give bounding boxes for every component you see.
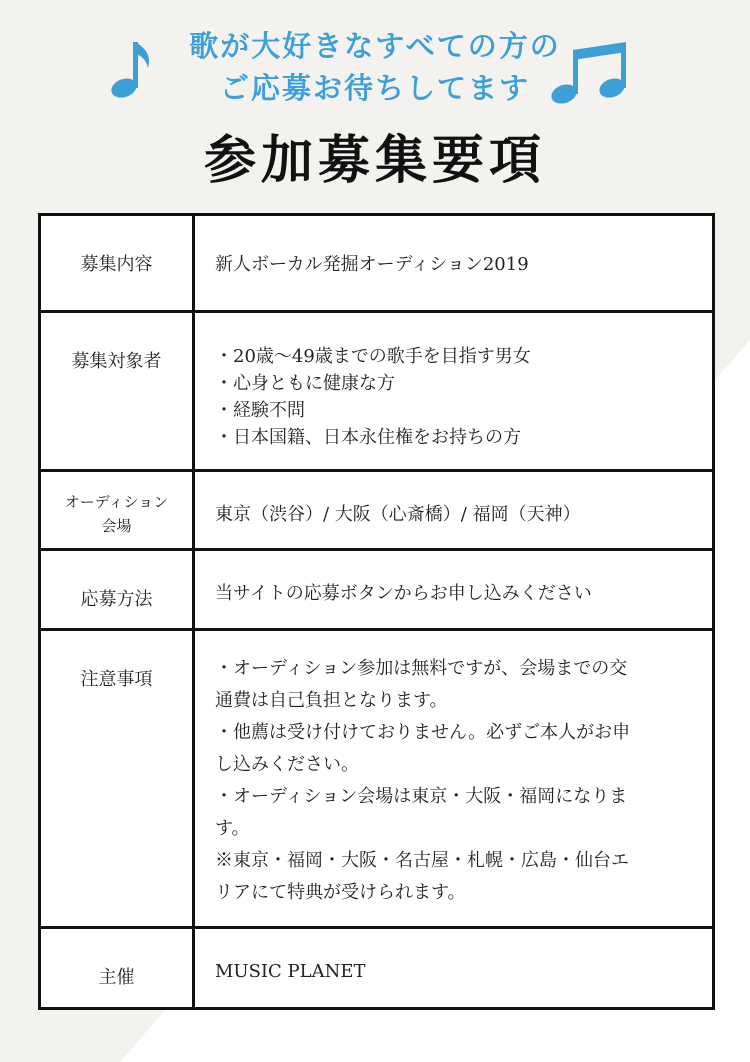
note-line: ・オーディション会場は東京・大阪・福岡になりま	[215, 786, 628, 807]
list-item: ・経験不問	[215, 400, 305, 421]
row-content: 当サイトの応募ボタンからお申し込みください	[215, 583, 592, 604]
row-label: 主催	[41, 929, 195, 1010]
note-line: す。	[215, 818, 250, 839]
tagline-line2: ご応募お待ちしてます	[219, 71, 530, 105]
table-row	[41, 628, 712, 929]
header	[0, 0, 750, 210]
tagline-line1: 歌が大好きなすべての方の	[189, 29, 561, 63]
row-content: 東京（渋谷）/ 大阪（心斎橋）/ 福岡（天神）	[215, 504, 581, 525]
row-content	[215, 631, 695, 909]
table-row	[41, 926, 712, 1010]
list-item: ・20歳〜49歳までの歌手を目指す男女	[215, 346, 531, 367]
row-label-line2: 会場	[101, 517, 132, 535]
row-label: 応募方法	[41, 551, 195, 631]
row-label: 募集対象者	[41, 313, 195, 472]
note-line: リアにて特典が受けられます。	[215, 882, 466, 903]
row-label-line1: オーディション	[64, 493, 169, 511]
row-label: 注意事項	[41, 631, 195, 929]
note-line: し込みください。	[215, 754, 359, 775]
recruitment-table	[38, 213, 715, 1010]
beamed-notes-icon	[548, 38, 632, 108]
note-line: ・他薦は受け付けておりません。必ずご本人がお申	[215, 722, 631, 743]
table-row	[41, 310, 712, 472]
table-row	[41, 469, 712, 551]
table-row	[41, 548, 712, 631]
row-label: 募集内容	[41, 216, 195, 310]
row-content: MUSIC PLANET	[215, 961, 366, 982]
list-item: ・日本国籍、日本永住権をお持ちの方	[215, 427, 521, 448]
row-content	[215, 313, 695, 451]
note-line: ※東京・福岡・大阪・名古屋・札幌・広島・仙台エ	[215, 850, 629, 871]
note-line: 通費は自己負担となります。	[215, 690, 448, 711]
list-item: ・心身ともに健康な方	[215, 373, 395, 394]
note-line: ・オーディション参加は無料ですが、会場までの交	[215, 658, 628, 679]
row-label	[41, 472, 195, 551]
page-title: 参加募集要項	[203, 130, 546, 191]
row-content: 新人ボーカル発掘オーディション2019	[215, 254, 529, 275]
table-row	[41, 216, 712, 310]
